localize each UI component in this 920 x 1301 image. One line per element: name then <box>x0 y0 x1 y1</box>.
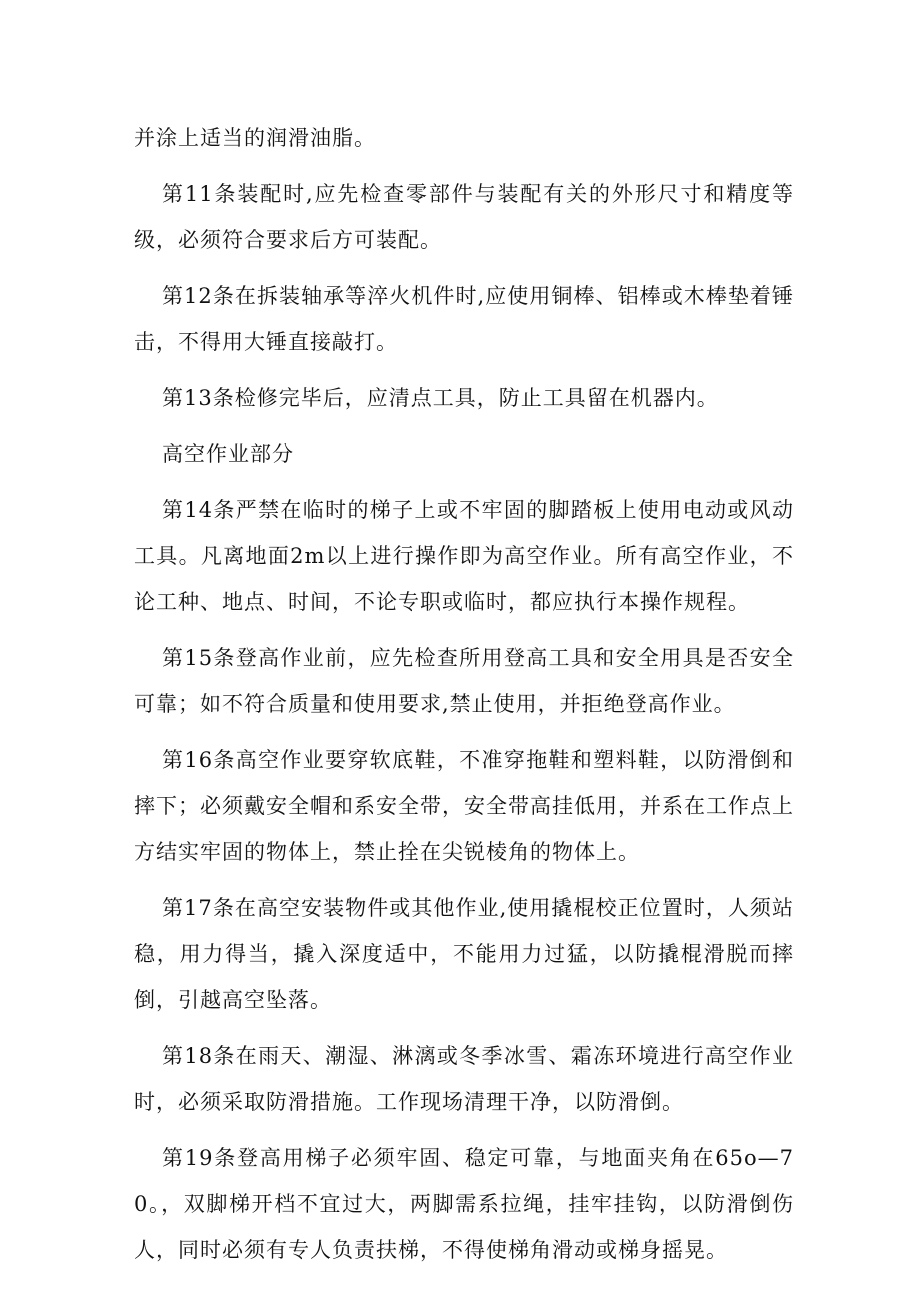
document-body <box>134 115 794 1283</box>
paragraph-article-11: 第11条装配时,应先检查零部件与装配有关的外形尺寸和精度等级，必须符合要求后方可装配。 <box>134 182 794 252</box>
paragraph-article-15: 第15条登高作业前，应先检查所用登高工具和安全用具是否安全可靠；如不符合质量和使用要求,禁止使用，并拒绝登高作业。 <box>134 646 794 716</box>
paragraph-article-16: 第16条高空作业要穿软底鞋，不准穿拖鞋和塑料鞋，以防滑倒和摔下；必须戴安全帽和系安全带，安全带高挂低用，并系在工作点上方结实牢固的物体上，禁止拴在尖锐棱角的物体上。 <box>134 748 794 864</box>
paragraph-article-13: 第13条检修完毕后，应清点工具，防止工具留在机器内。 <box>162 386 719 410</box>
paragraph-continuation: 并涂上适当的润滑油脂。 <box>134 126 376 150</box>
section-heading-high-altitude: 高空作业部分 <box>162 442 294 466</box>
paragraph-article-19: 第19条登高用梯子必须牢固、稳定可靠，与地面夹角在65o—70。，双脚梯开档不宜过大，两脚需系拉绳，挂牢挂钩，以防滑倒伤人，同时必须有专人负责扶梯，不得使梯角滑动或梯身摇晃。 <box>134 1146 794 1262</box>
paragraph-article-14: 第14条严禁在临时的梯子上或不牢固的脚踏板上使用电动或风动工具。凡离地面2m以上进行操作即为高空作业。所有高空作业，不论工种、地点、时间，不论专职或临时，都应执行本操作规程。 <box>134 498 794 614</box>
paragraph-article-17: 第17条在高空安装物件或其他作业,使用撬棍校正位置时，人须站稳，用力得当，撬入深度适中，不能用力过猛，以防撬棍滑脱而摔倒，引越高空坠落。 <box>134 896 794 1012</box>
paragraph-article-18: 第18条在雨天、潮湿、淋漓或冬季冰雪、霜冻环境进行高空作业时，必须采取防滑措施。工作现场清理干净，以防滑倒。 <box>134 1044 794 1114</box>
paragraph-article-12: 第12条在拆装轴承等淬火机件时,应使用铜棒、铝棒或木棒垫着锤击，不得用大锤直接敲打。 <box>134 284 794 354</box>
